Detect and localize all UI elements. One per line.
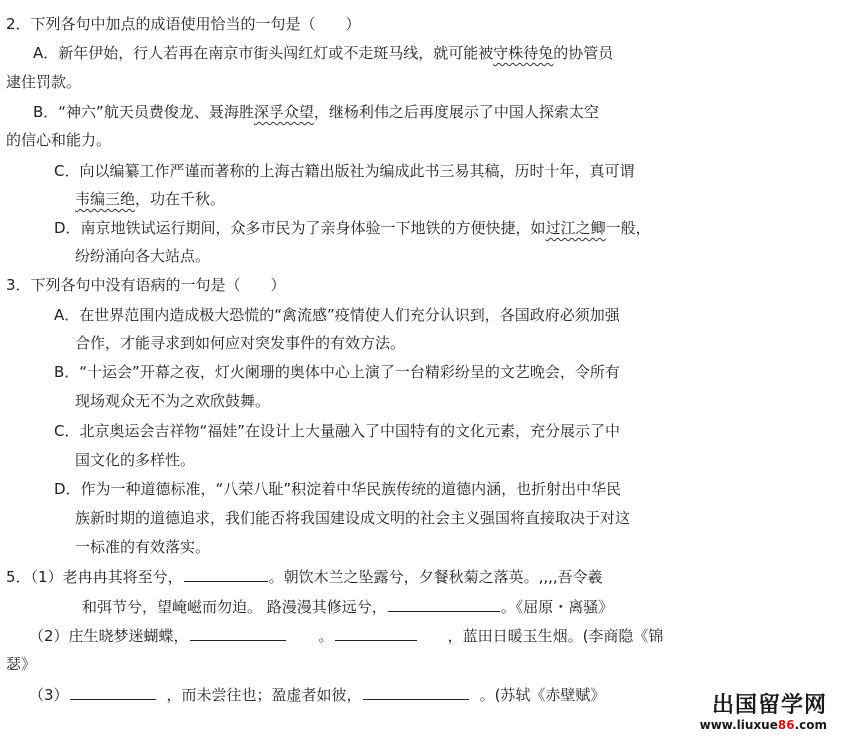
q2-option-c-cont bbox=[75, 188, 225, 210]
q5-line-1 bbox=[6, 565, 603, 587]
q5-1-text-b: 。朝饮木兰之坠露兮，夕餐秋菊之落英。,,,,吾令羲 bbox=[268, 568, 603, 586]
q2-d-text-post: 一般， bbox=[605, 219, 651, 237]
q5-5-text-b: ，而未尝往也；盈虚者如彼， bbox=[166, 686, 362, 704]
q5-blank-6[interactable] bbox=[363, 683, 469, 700]
site-watermark bbox=[700, 695, 827, 731]
q3-option-c: C．北京奥运会吉祥物“福娃”在设计上大量融入了中国特有的文化元素，充分展示了中 bbox=[54, 422, 621, 440]
q3-option-a: A．在世界范围内造成极大恐慌的“禽流感”疫情使人们充分认识到，各国政府必须加强 bbox=[54, 306, 620, 324]
q2-b-text-post: ，继杨利伟之后再度展示了中国人探索太空 bbox=[313, 103, 599, 121]
q3-option-c-cont: 国文化的多样性。 bbox=[75, 451, 196, 469]
q5-line-3 bbox=[29, 624, 663, 646]
q3-stem: 3．下列各句中没有语病的一句是（ ） bbox=[6, 276, 286, 294]
watermark-title: 出国留学网 bbox=[711, 693, 827, 718]
q2-b-idiom: 深孚众望 bbox=[253, 103, 314, 121]
q2-a-text-post: 的协管员 bbox=[553, 44, 614, 62]
q5-blank-3[interactable] bbox=[190, 624, 286, 641]
q2-a-idiom: 守株待兔 bbox=[493, 44, 554, 62]
q3-option-d-cont: 族新时期的道德追求，我们能否将我国建设成文明的社会主义强国将直接取决于对这 bbox=[75, 509, 631, 527]
q2-option-c: C．向以编纂工作严谨而著称的上海古籍出版社为编成此书三易其稿，历时十年，真可谓 bbox=[54, 162, 635, 180]
watermark-url-c: .com bbox=[794, 718, 827, 732]
q2-option-a bbox=[33, 42, 613, 64]
q2-option-d bbox=[54, 217, 651, 239]
q2-option-d-cont: 纷纷涌向各大站点。 bbox=[75, 247, 211, 265]
q2-b-text: B．“神六”航天员费俊龙、聂海胜 bbox=[33, 103, 254, 121]
q5-3-text: （2）庄生晓梦迷蝴蝶， bbox=[29, 627, 189, 645]
q3-option-b-cont: 现场观众无不为之欢欣鼓舞。 bbox=[75, 392, 271, 410]
q3-option-a-cont: 合作，才能寻求到如何应对突发事件的有效方法。 bbox=[75, 334, 406, 352]
q5-5-text-c: 。(苏轼《赤壁赋》 bbox=[479, 686, 606, 704]
q2-stem: 2．下列各句中加点的成语使用恰当的一句是（ ） bbox=[6, 15, 361, 33]
q5-5-text: （3） bbox=[29, 686, 69, 704]
q5-2-text-b: 。《屈原・离骚》 bbox=[500, 598, 614, 616]
q2-option-b-cont: 的信心和能力。 bbox=[6, 131, 112, 149]
q2-c-text-post: ，功在千秋。 bbox=[135, 190, 226, 208]
q2-d-text: D．南京地铁试运行期间，众多市民为了亲身体验一下地铁的方便快捷，如 bbox=[54, 219, 546, 237]
q5-3-period: 。 bbox=[318, 627, 334, 645]
q5-blank-5[interactable] bbox=[70, 683, 156, 700]
q2-option-b bbox=[33, 101, 599, 123]
q3-option-d: D．作为一种道德标准，“八荣八耻”积淀着中华民族传统的道德内涵，也折射出中华民 bbox=[54, 480, 622, 498]
watermark-url-a: www.liuxue bbox=[699, 718, 778, 732]
q2-a-text: A．新年伊始，行人若再在南京市街头闯红灯或不走斑马线，就可能被 bbox=[33, 44, 494, 62]
q5-line-5 bbox=[29, 683, 605, 705]
q5-blank-4[interactable] bbox=[335, 624, 417, 641]
q5-2-text: 和弭节兮，望崦嵫而勿迫。 路漫漫其修远兮， bbox=[82, 598, 387, 616]
q5-blank-1[interactable] bbox=[184, 565, 268, 582]
q2-d-idiom: 过江之鲫 bbox=[545, 219, 606, 237]
q5-1-text: 5．（1）老冉冉其将至兮， bbox=[6, 568, 183, 586]
watermark-url bbox=[700, 719, 827, 731]
q5-3-text-c: ，蓝田日暖玉生烟。(李商隐《锦 bbox=[447, 627, 664, 645]
q5-line-2 bbox=[82, 595, 613, 617]
q2-c-idiom: 韦编三绝 bbox=[75, 190, 136, 208]
q5-line-4: 瑟》 bbox=[6, 655, 37, 673]
q5-blank-2[interactable] bbox=[388, 595, 500, 612]
q3-option-d-cont2: 一标准的有效落实。 bbox=[75, 538, 211, 556]
watermark-url-b: 86 bbox=[777, 718, 795, 732]
q2-option-a-cont: 逮住罚款。 bbox=[6, 73, 82, 91]
q3-option-b: B．“十运会”开幕之夜，灯火阑珊的奥体中心上演了一台精彩纷呈的文艺晚会，令所有 bbox=[54, 363, 620, 381]
